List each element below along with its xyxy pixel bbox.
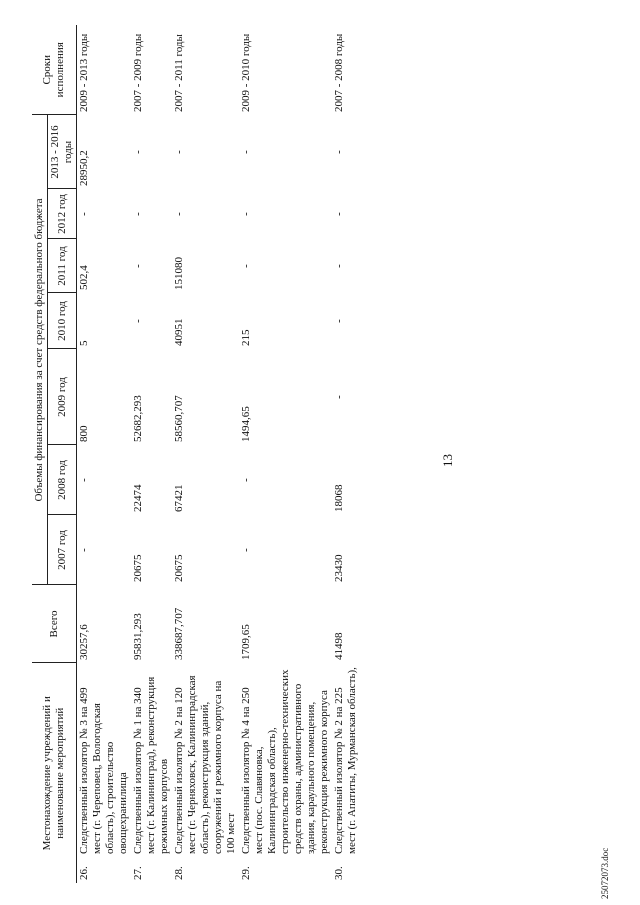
table-row [131,25,172,883]
header-year-2009: 2009 год [48,349,77,445]
row-deadline: 2009 - 2010 годы [240,33,252,112]
row-value-2007: - [240,548,252,552]
row-value-2009: 58560,707 [173,395,185,442]
row-value-2011: - [240,264,252,268]
row-value-2013-2016: - [333,150,345,154]
row-value-2007: 20675 [173,554,185,582]
row-total: 30257,6 [78,624,90,660]
row-value-2013-2016: - [173,150,185,154]
page-number: 13 [440,454,455,467]
row-name: Следственный изолятор № 3 на 499 мест (г. Череповец, Вологодская область), строительство овощехранилища [78,687,129,854]
row-name: Следственный изолятор № 2 на 120 мест (г. Черняховск, Калининградская область), реконструкция зданий, сооружений и режимного корпуса на 100 мест [173,675,237,854]
row-value-2007: 20675 [132,554,144,582]
row-value-2012: - [132,212,144,216]
table-row [172,25,239,883]
row-total: 41498 [333,632,345,660]
header-location: Местонахождение учреждений и наименование мероприятий [32,663,77,883]
row-index: 27. [132,866,144,880]
row-value-2012: - [240,212,252,216]
row-value-2008: 22474 [132,484,144,512]
row-value-2008: 67421 [173,484,185,512]
header-year-2013-2016: 2013 - 2016 годы [48,115,77,189]
row-value-2009: 800 [78,425,90,442]
row-value-2013-2016: - [132,150,144,154]
table-row [332,25,360,883]
row-value-2012: - [173,212,185,216]
header-deadline: Сроки исполнения [32,25,77,115]
row-value-2008: - [78,478,90,482]
header-year-2007: 2007 год [48,515,77,585]
row-value-2009: 1494,65 [240,406,252,442]
row-total: 95831,293 [132,613,144,660]
header-funding-group: Объемы финансирования за счет средств федерального бюджета [32,115,48,585]
row-total: 338687,707 [173,607,185,660]
row-value-2011: - [132,264,144,268]
row-value-2010: 40951 [173,318,185,346]
row-name: Следственный изолятор № 1 на 340 мест (г. Калининград), реконструкция режимных корпусов [132,676,170,854]
header-year-2011: 2011 год [48,239,77,293]
row-deadline: 2009 - 2013 годы [78,33,90,112]
funding-table [32,25,360,883]
row-deadline: 2007 - 2011 годы [173,34,185,112]
header-total: Всего [32,585,77,663]
row-value-2011: - [333,264,345,268]
row-index: 30. [333,866,345,880]
row-value-2009: - [333,395,345,399]
footer-filename: 25072073.doc [600,847,610,899]
row-name: Следственный изолятор № 4 на 250 мест (пос. Славяновка, Калининградская область), строительство инженерно-технических средств охраны, административного здания, караульного помещения, реконструкция режимного корпуса [240,669,330,854]
header-year-2012: 2012 год [48,189,77,239]
row-value-2010: 5 [78,340,90,346]
row-deadline: 2007 - 2009 годы [132,33,144,112]
row-value-2010: - [132,319,144,323]
row-value-2008: - [240,478,252,482]
row-value-2011: 502,4 [78,265,90,290]
row-value-2012: - [333,212,345,216]
table-row [77,25,132,883]
row-value-2007: 23430 [333,554,345,582]
row-total: 1709,65 [240,624,252,660]
row-value-2009: 52682,293 [132,395,144,442]
row-value-2013-2016: - [240,150,252,154]
header-year-2008: 2008 год [48,445,77,515]
row-value-2007: - [78,548,90,552]
row-value-2013-2016: 28950,2 [78,150,90,186]
row-value-2012: - [78,212,90,216]
header-year-2010: 2010 год [48,293,77,349]
row-index: 26. [78,866,90,880]
row-name: Следственный изолятор № 2 на 225 мест (г. Апатиты, Мурманская область), [333,667,358,854]
table-row [239,25,332,883]
row-value-2010: 215 [240,329,252,346]
row-value-2008: 18068 [333,484,345,512]
row-index: 29. [240,866,252,880]
row-index: 28. [173,866,185,880]
row-deadline: 2007 - 2008 годы [333,33,345,112]
row-value-2010: - [333,319,345,323]
row-value-2011: 151080 [173,257,185,290]
